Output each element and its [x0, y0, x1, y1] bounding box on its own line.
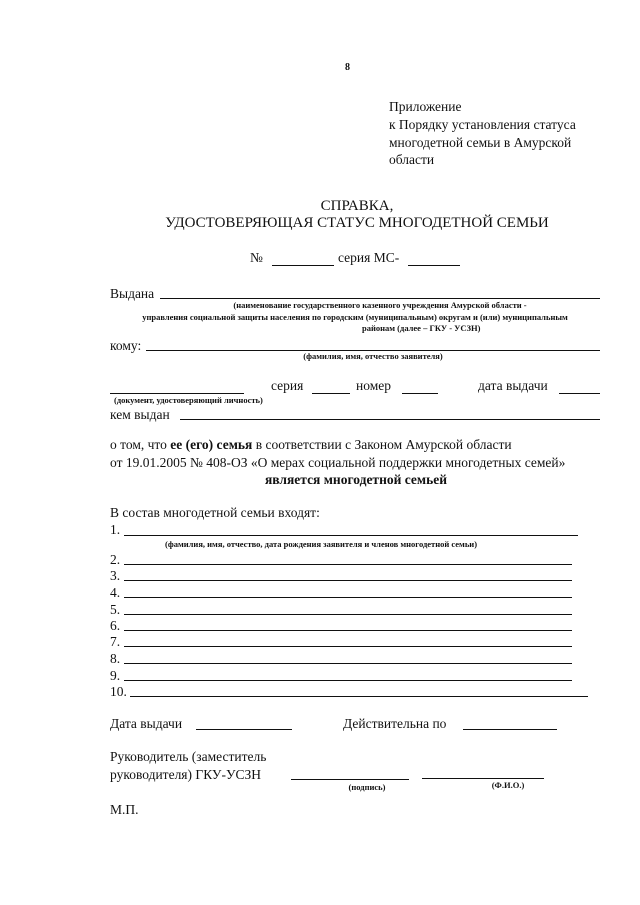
member-field[interactable]: [124, 680, 572, 681]
member-number: 9.: [110, 668, 121, 683]
issued-label: Выдана: [110, 286, 155, 301]
signature-field[interactable]: [291, 779, 409, 780]
statement-part-2: в соответствии с Законом Амурской области: [252, 437, 512, 452]
number-sign: №: [250, 250, 263, 265]
name-hint: (Ф.И.О.): [491, 780, 525, 790]
valid-until-field[interactable]: [463, 729, 557, 730]
member-number: 4.: [110, 585, 121, 600]
issued-by-field[interactable]: [180, 419, 600, 420]
members-heading: В состав многодетной семьи входят:: [110, 505, 320, 520]
member-field[interactable]: [130, 696, 588, 697]
issued-by-label: кем выдан: [110, 407, 170, 422]
appendix-line-2: к Порядку установления статуса: [389, 117, 576, 132]
member-number: 1.: [110, 522, 121, 537]
member-number: 6.: [110, 618, 121, 633]
certificate-number-field[interactable]: [272, 265, 334, 266]
document-title-line-1: СПРАВКА,: [320, 198, 394, 214]
member-field[interactable]: [124, 663, 572, 664]
issued-hint-2: управления социальной защиты населения по городским (муниципальным) округам и (или) муниципальным: [142, 312, 568, 322]
issued-hint-1: (наименование государственного казенного учреждения Амурской области -: [233, 300, 527, 310]
member-number: 2.: [110, 552, 121, 567]
member-field[interactable]: [124, 646, 572, 647]
document-date-field[interactable]: [559, 393, 600, 394]
head-line-1: Руководитель (заместитель: [110, 749, 267, 764]
member-field[interactable]: [124, 597, 572, 598]
document-hint: (документ, удостоверяющий личность): [114, 395, 263, 405]
statement-line-3: является многодетной семьей: [264, 472, 448, 487]
series-label: серия МС-: [338, 250, 400, 265]
signature-hint: (подпись): [348, 782, 386, 792]
member-number: 10.: [110, 684, 127, 699]
to-whom-label: кому:: [110, 338, 142, 353]
page-number: 8: [345, 62, 350, 73]
member-field[interactable]: [124, 630, 572, 631]
document-title-line-2: УДОСТОВЕРЯЮЩАЯ СТАТУС МНОГОДЕТНОЙ СЕМЬИ: [165, 215, 549, 231]
document-field[interactable]: [110, 393, 244, 394]
member-field[interactable]: [124, 564, 572, 565]
head-line-2: руководителя) ГКУ-УСЗН: [110, 767, 262, 782]
statement-line-2: от 19.01.2005 № 408-ОЗ «О мерах социальной поддержки многодетных семей»: [110, 455, 566, 470]
issue-date-label: Дата выдачи: [110, 716, 183, 731]
issued-field[interactable]: [160, 298, 600, 299]
statement-line-1: [110, 437, 602, 453]
appendix-line-4: области: [389, 152, 435, 167]
stamp-label: М.П.: [110, 802, 139, 817]
appendix-line-3: многодетной семьи в Амурской: [389, 135, 572, 150]
member-number: 3.: [110, 568, 121, 583]
member-number: 8.: [110, 651, 121, 666]
member-number: 7.: [110, 634, 121, 649]
member-field[interactable]: [124, 535, 578, 536]
document-number-field[interactable]: [402, 393, 438, 394]
document-number-label: номер: [356, 378, 392, 393]
valid-until-label: Действительна по: [343, 716, 447, 731]
issue-date-field[interactable]: [196, 729, 292, 730]
document-series-label: серия: [271, 378, 304, 393]
member-field[interactable]: [124, 614, 572, 615]
statement-bold: ее (его) семья: [170, 437, 253, 452]
appendix-line-1: Приложение: [389, 99, 462, 114]
to-whom-hint: (фамилия, имя, отчество заявителя): [303, 351, 443, 361]
members-hint: (фамилия, имя, отчество, дата рождения заявителя и членов многодетной семьи): [165, 539, 478, 549]
member-number: 5.: [110, 602, 121, 617]
issued-hint-3: районам (далее – ГКУ - УСЗН): [362, 323, 481, 333]
series-field[interactable]: [408, 265, 460, 266]
document-series-field[interactable]: [312, 393, 350, 394]
name-field[interactable]: [422, 778, 544, 779]
member-field[interactable]: [124, 580, 572, 581]
document-date-label: дата выдачи: [478, 378, 548, 393]
statement-part-1: о том, что: [110, 437, 171, 452]
